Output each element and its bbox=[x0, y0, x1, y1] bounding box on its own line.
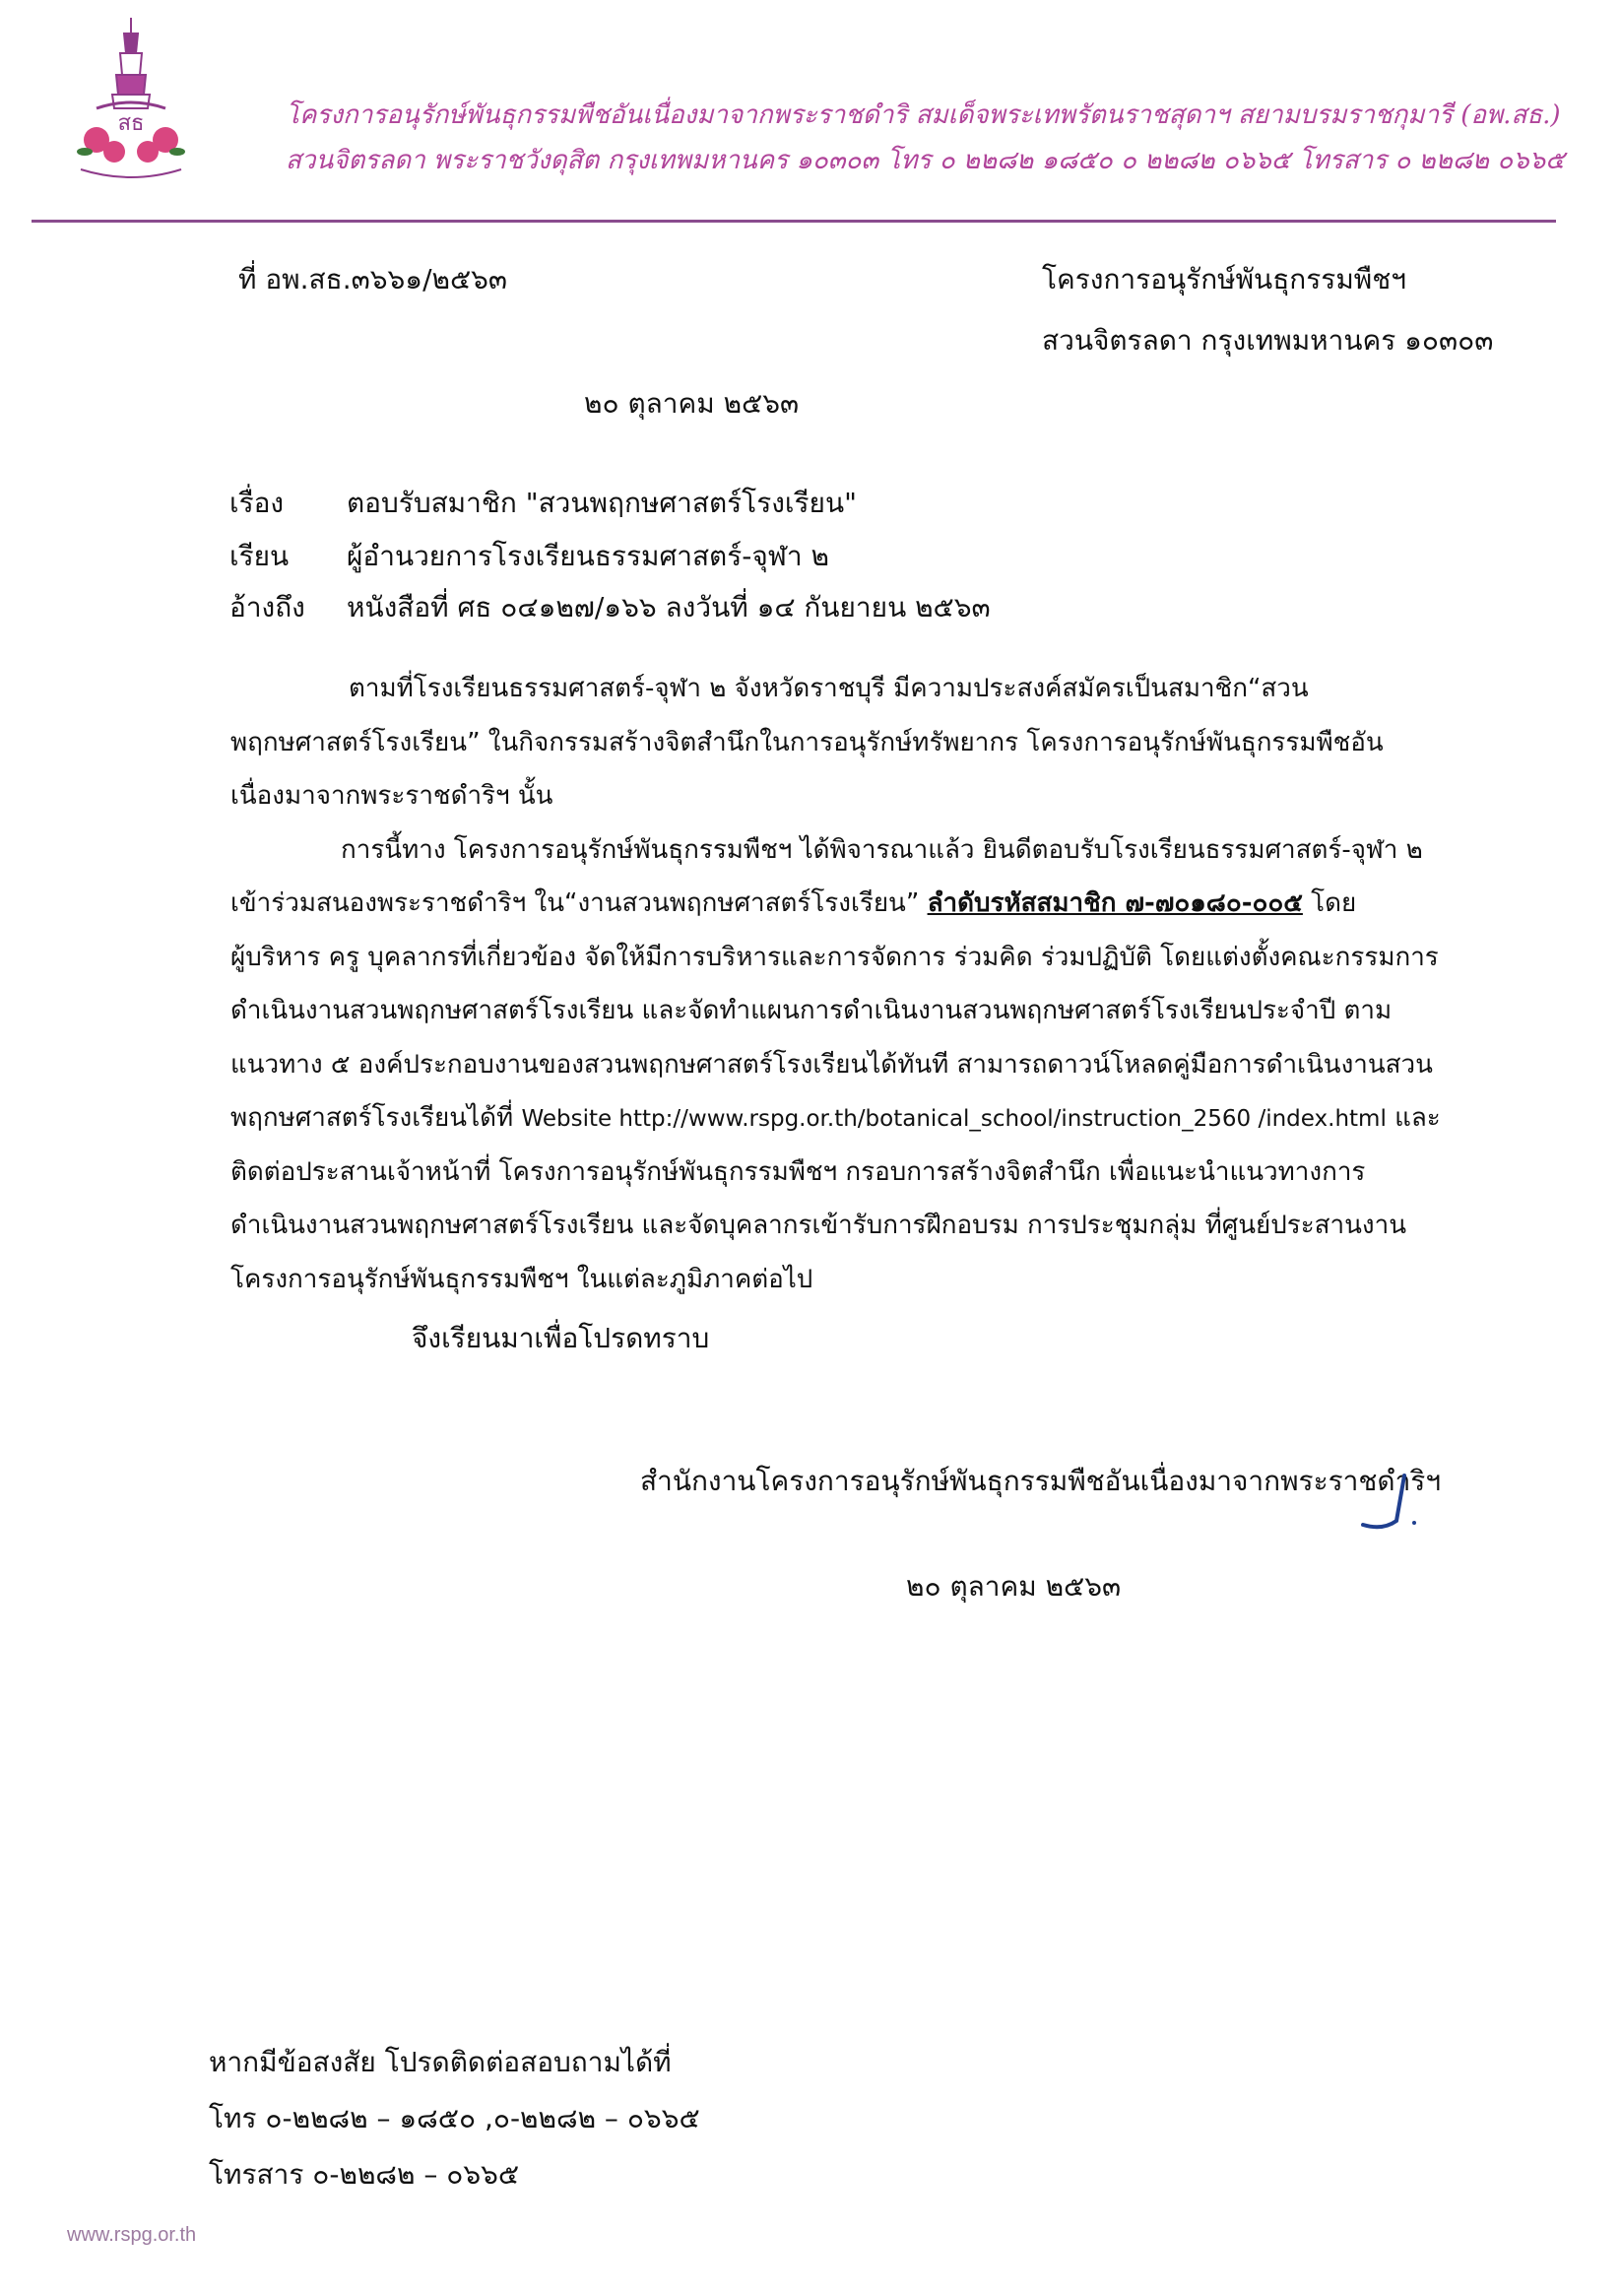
subject-text: ตอบรับสมาชิก "สวนพฤกษศาสตร์โรงเรียน" bbox=[347, 487, 857, 519]
body-paragraph-2-line: การนี้ทาง โครงการอนุรักษ์พันธุกรรมพืชฯ ได้พิจารณาแล้ว ยินดีตอบรับโรงเรียนธรรมศาสตร์-จุฬา ๒ bbox=[341, 834, 1423, 865]
letterhead-line-1: โครงการอนุรักษ์พันธุกรรมพืชอันเนื่องมาจากพระราชดำริ สมเด็จพระเทพรัตนราชสุดาฯ สยามบรมราชกุมารี (อพ.สธ.) bbox=[286, 100, 1561, 130]
closing-text: จึงเรียนมาเพื่อโปรดทราบ bbox=[412, 1322, 710, 1354]
signature-date: ๒๐ ตุลาคม ๒๕๖๓ bbox=[906, 1570, 1122, 1603]
body-paragraph-1-line: พฤกษศาสตร์โรงเรียน” ในกิจกรรมสร้างจิตสำนึกในการอนุรักษ์ทรัพยากร โครงการอนุรักษ์พันธุกรรมพืชอัน bbox=[230, 727, 1384, 757]
body-paragraph-2-line: ผู้บริหาร ครู บุคลากรที่เกี่ยวข้อง จัดให้มีการบริหารและการจัดการ ร่วมคิด ร่วมปฏิบัติ โดยแต่งตั้งคณะกรรมการ bbox=[230, 942, 1439, 972]
website-link[interactable]: Website http://www.rspg.or.th/botanical_school/instruction_2560 /index.html bbox=[521, 1106, 1387, 1132]
body-paragraph-1-line: ตามที่โรงเรียนธรรมศาสตร์-จุฬา ๒ จังหวัดราชบุรี มีความประสงค์สมัครเป็นสมาชิก“สวน bbox=[349, 674, 1309, 703]
body-paragraph-2-line bbox=[230, 1091, 1473, 1146]
body-paragraph-2-line: ติดต่อประสานเจ้าหน้าที่ โครงการอนุรักษ์พันธุกรรมพืชฯ กรอบการสร้างจิตสำนึก เพื่อแนะนำแนวทางการ bbox=[230, 1156, 1366, 1187]
contact-phone: โทร ๐-๒๒๘๒ – ๑๘๕๐ ,๐-๒๒๘๒ – ๐๖๖๕ bbox=[209, 2102, 700, 2134]
letterhead-line-2: สวนจิตรลดา พระราชวังดุสิต กรุงเทพมหานคร ๑๐๓๐๓ โทร ๐ ๒๒๘๒ ๑๘๕๐ ๐ ๒๒๘๒ ๐๖๖๕ โทรสาร ๐ ๒๒๘๒ ๐๖๖๕ bbox=[286, 146, 1565, 175]
sender-name: โครงการอนุรักษ์พันธุกรรมพืชฯ bbox=[1042, 263, 1406, 295]
reference-number: ที่ อพ.สธ.๓๖๖๑/๒๕๖๓ bbox=[238, 263, 508, 295]
letter-body bbox=[230, 662, 1473, 1306]
recipient-label: เรียน bbox=[229, 540, 290, 572]
handwritten-signature bbox=[1357, 1458, 1426, 1546]
body-text-segment: โดย bbox=[1302, 888, 1357, 918]
rspg-emblem-icon bbox=[67, 14, 195, 186]
body-paragraph-1-line: เนื่องมาจากพระราชดำริฯ นั้น bbox=[230, 781, 553, 811]
body-paragraph-2-line bbox=[230, 877, 1473, 931]
body-text-segment: และ bbox=[1386, 1103, 1441, 1133]
sender-address: สวนจิตรลดา กรุงเทพมหานคร ๑๐๓๐๓ bbox=[1042, 324, 1494, 357]
contact-title: หากมีข้อสงสัย โปรดติดต่อสอบถามได้ที่ bbox=[209, 2046, 672, 2078]
body-paragraph-2-line: แนวทาง ๕ องค์ประกอบงานของสวนพฤกษศาสตร์โรงเรียนได้ทันที สามารถดาวน์โหลดคู่มือการดำเนินงานสวน bbox=[230, 1049, 1433, 1080]
svg-text:สธ: สธ bbox=[117, 111, 145, 136]
signature-office: สำนักงานโครงการอนุรักษ์พันธุกรรมพืชอันเนื่องมาจากพระราชดำริฯ bbox=[640, 1465, 1442, 1497]
recipient-text: ผู้อำนวยการโรงเรียนธรรมศาสตร์-จุฬา ๒ bbox=[347, 540, 829, 572]
reference-text: หนังสือที่ ศธ ๐๔๑๒๗/๑๖๖ ลงวันที่ ๑๔ กันยายน ๒๕๖๓ bbox=[347, 591, 991, 623]
letter-date: ๒๐ ตุลาคม ๒๕๖๓ bbox=[584, 387, 800, 420]
footer-website[interactable]: www.rspg.or.th bbox=[67, 2224, 197, 2246]
header-divider bbox=[32, 220, 1556, 223]
contact-fax: โทรสาร ๐-๒๒๘๒ – ๐๖๖๕ bbox=[209, 2158, 520, 2191]
body-paragraph-2-line: โครงการอนุรักษ์พันธุกรรมพืชฯ ในแต่ละภูมิภาคต่อไป bbox=[230, 1264, 813, 1294]
body-text-segment: เข้าร่วมสนองพระราชดำริฯ ใน“งานสวนพฤกษศาสตร์โรงเรียน” bbox=[230, 888, 928, 918]
member-code: ลำดับรหัสสมาชิก ๗-๗๐๑๘๐-๐๐๕ bbox=[927, 888, 1303, 918]
reference-label: อ้างถึง bbox=[229, 591, 305, 623]
subject-label: เรื่อง bbox=[229, 487, 285, 519]
body-text-segment: พฤกษศาสตร์โรงเรียนได้ที่ bbox=[230, 1103, 522, 1133]
body-paragraph-2-line: ดำเนินงานสวนพฤกษศาสตร์โรงเรียน และจัดบุคลากรเข้ารับการฝึกอบรม การประชุมกลุ่ม ที่ศูนย์ประสานงาน bbox=[230, 1211, 1406, 1240]
body-paragraph-2-line: ดำเนินงานสวนพฤกษศาสตร์โรงเรียน และจัดทำแผนการดำเนินงานสวนพฤกษศาสตร์โรงเรียนประจำปี ตาม bbox=[230, 996, 1393, 1025]
